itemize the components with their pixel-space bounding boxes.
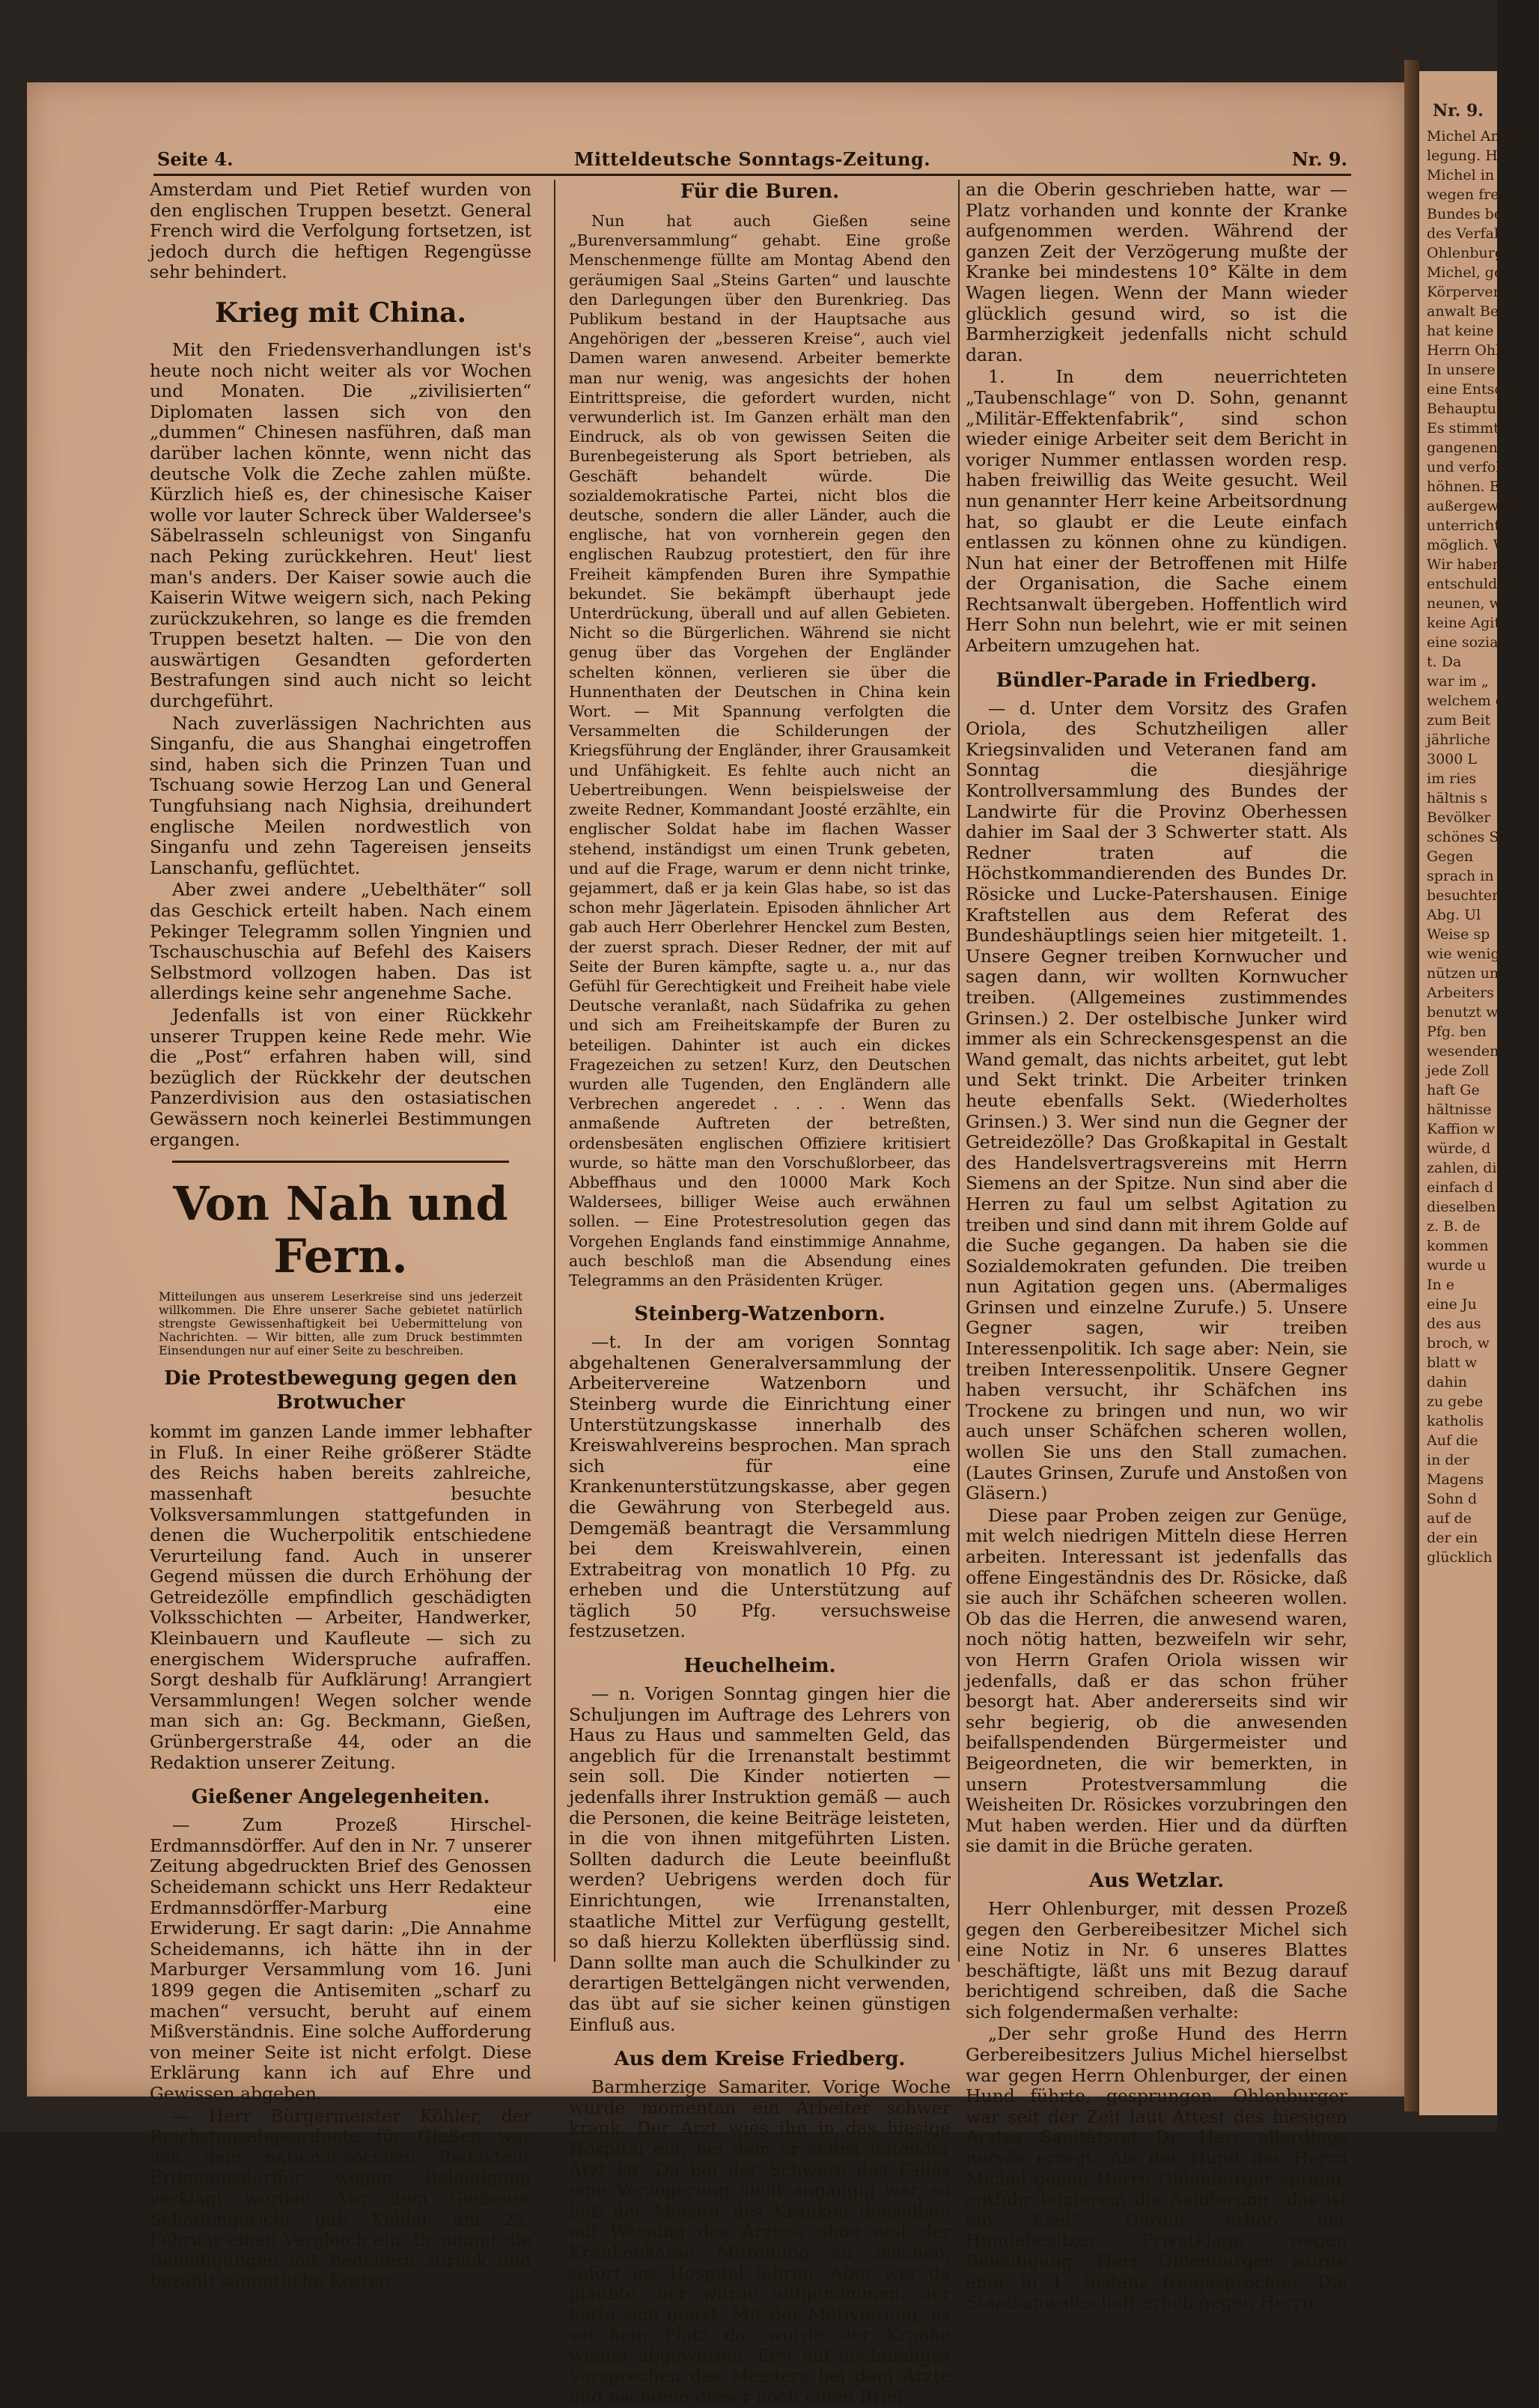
article-text: „Der sehr große Hund des Herrn Gerbereibesitzers Julius Michel hierselbst war gegen Herrn Ohlenburger, der einen Hund führte, gesprungen. Ohlenburger war seit der Zeit laut Attest des hiesigen Arztes Sanitätsrat Dr. Herr allerdings nervös erregt. Als der Hund des Herrn Michel gegen Herrn Ohlenburger sprang, entfuhr letzterem die Aeußerung „das ist ein Esel“. Darauf erhob der Hundebesitzer Privatklage wegen Beleidigung, Herr Ohlenburger wurde aber in 1. Instanz freigesprochen. Die Staatsanwaltschaft erhob gegen Herrn — [966, 2023, 1347, 2314]
header-rule — [153, 174, 1351, 176]
adjacent-page-line: Wir haben — [1427, 556, 1502, 573]
adjacent-page-line: hat keine — [1427, 323, 1494, 339]
adjacent-page-line: im ries — [1427, 770, 1477, 787]
article-text: Jedenfalls ist von einer Rückkehr unserer Truppen keine Rede mehr. Wie die „Post“ erfahren haben will, sind bezüglich der Rückkehr der deutschen Panzerdivision aus den ostasiatischen Gewässern noch keinerlei Bestimmungen ergangen. — [150, 1004, 531, 1150]
adjacent-page-line: anwalt Ber — [1427, 303, 1506, 320]
adjacent-page-line: gangenen S — [1427, 440, 1512, 456]
adjacent-page-line: Herrn Ohle — [1427, 342, 1509, 359]
adjacent-page-line: Pfg. ben — [1427, 1024, 1487, 1040]
editorial-note: Mitteilungen aus unserem Leserkreise sind uns jederzeit willkommen. Die Ehre unserer Sache gebietet natürlich strengste Gewissenhaftigkeit bei Uebermittelung von Nachrichten. — Wir bitten, alle zum Druck bestimmten Einsendungen nur auf einer Seite zu beschreiben. — [159, 1289, 522, 1358]
adjacent-page-line: Michel, gez — [1427, 264, 1511, 281]
adjacent-page-line: kommen — [1427, 1238, 1489, 1254]
section-rule — [172, 1161, 509, 1163]
adjacent-page-line: Abg. Ul — [1427, 907, 1481, 923]
adjacent-page-line: zahlen, die — [1427, 1160, 1505, 1176]
adjacent-page-line: Auf die — [1427, 1432, 1478, 1449]
column-2 — [569, 180, 951, 2408]
article-heading: Aus dem Kreise Friedberg. — [614, 2048, 906, 2071]
adjacent-page-line: höhnen. Es — [1427, 478, 1508, 495]
adjacent-page-line: und verfolg — [1427, 459, 1510, 475]
article-heading: Die Protestbewegung gegen den Brotwucher — [164, 1367, 517, 1414]
page-binding — [1404, 60, 1419, 2111]
newspaper-title: Mitteldeutsche Sonntags-Zeitung. — [573, 148, 931, 170]
adjacent-page-line: entschuldige — [1427, 576, 1520, 592]
adjacent-page-line: besuchten — [1427, 887, 1502, 904]
article-text: — Herr Bürgermeister Köhler, der Reichstagsabgeordnete für Gießen war von dem national-socialen Redakteur Erdmannsdörffer wegen Beleidigung verklagt worden. Vor dem Gießener Schöffengericht gab Köhler am 22. Februar einen Vergleich ein. Er nimmt die Beleidigungen mit Bedauern zurück und bezahlt sämmtliche Kosten. — [150, 2105, 531, 2292]
adjacent-page-line: Ohlenburger — [1427, 245, 1520, 261]
adjacent-page-line: Michel in — [1427, 167, 1495, 183]
article-heading: Aus Wetzlar. — [1088, 1869, 1225, 1892]
adjacent-page-header: Nr. 9. — [1433, 101, 1484, 121]
adjacent-page-line: Michel Anklage — [1427, 128, 1539, 145]
article-heading: Bündler-Parade in Friedberg. — [996, 669, 1317, 692]
article-heading: Steinberg-Watzenborn. — [634, 1303, 886, 1326]
adjacent-page-line: glücklich — [1427, 1549, 1493, 1566]
column-divider — [958, 180, 960, 1962]
adjacent-page-line: zum Beit — [1427, 712, 1491, 729]
adjacent-page-line: blatt w — [1427, 1354, 1478, 1371]
page-number: Seite 4. — [157, 148, 234, 170]
adjacent-page-line: außergewöhn — [1427, 498, 1526, 514]
article-text: — n. Vorigen Sonntag gingen hier die Schuljungen im Auftrage des Lehrers von Haus zu Haus und sammelten Geld, das angeblich für die Irrenanstalt bestimmt sein soll. Die Kinder notierten — jedenfalls ihrer Instruktion gemäß — auch die Personen, die keine Beiträge leisteten, in die von ihnen mitgeführten Listen. Sollten dadurch die Leute beeinflußt werden? Uebrigens werden doch für Einrichtungen, wie Irrenanstalten, staatliche Mittel zur Verfügung gestellt, so daß hierzu Kollekten überflüssig sind. Dann sollte man auch die Schulkinder zu derartigen Bettelgängen nicht verwenden, das übt auf sie sicher keinen günstigen Einfluß aus. — [569, 1683, 951, 2035]
article-text: Herr Ohlenburger, mit dessen Prozeß gegen den Gerbereibesitzer Michel sich eine Notiz in Nr. 6 unseres Blattes beschäftigte, läßt uns mit Bezug darauf berichtigend schreiben, daß die Sache sich folgendermaßen verhalte: — [966, 1897, 1347, 2022]
article-text: Nun hat auch Gießen seine „Burenversammlung“ gehabt. Eine große Menschenmenge füllte am Montag Abend den geräumigen Saal „Steins Garten“ und lauschte den Darlegungen über den Burenkrieg. Das Publikum bestand in der Hauptsache aus Angehörigen der „besseren Kreise“, auch viel Damen waren anwesend. Arbeiter bemerkte man nur wenig, was angesichts der hohen Eintrittspreise, die gefordert wurden, nicht verwunderlich ist. Im Ganzen erhält man den Eindruck, als ob von gewissen Seiten die Burenbegeisterung als Sport betrieben, als Geschäft behandelt würde. Die sozialdemokratische Partei, nicht blos die deutsche, sondern die aller Länder, auch die englische, hat von vornherein gegen den englischen Raubzug protestiert, den für ihre Freiheit kämpfenden Buren ihre Sympathie bekundet. Sie bekämpft überhaupt jede Unterdrückung, überall und auf allen Gebieten. Nicht so die Bürgerlichen. Während sie nicht genug über das Vorgehen der Engländer schelten können, verlieren sie über die Hunnenthaten der Deutschen in China kein Wort. — Mit Spannung verfolgten die Versammelten die Schilderungen der Kriegsführung der Engländer, ihrer Grausamkeit und Unfähigkeit. Es fehlte auch nicht an Uebertreibungen. Wenn beispielsweise der zweite Redner, Kommandant Joosté erzählte, ein englischer Soldat habe im flachen Wasser stehend, inständigst um einen Trunk gebeten, und auf die Frage, warum er denn nicht trinke, gejammert, daß er ja kein Glas habe, so ist das schon mehr Jägerlatein. Episoden ähnlicher Art gab auch Herr Oberlehrer Henckel zum Besten, der zuerst sprach. Dieser Redner, der mit auf Seite der Buren kämpfte, sagte u. a., nur das Gefühl für Gerechtigkeit und Freiheit habe viele Deutsche veranlaßt, nach Südafrika zu gehen und sich am Freiheitskampfe der Buren zu beteiligen. Dahinter ist auch ein dickes Fragezeichen zu setzen! Kurz, den Deutschen wurden alle Tugenden, den Engländern alle Verbrechen angeredet . . . . Wenn das anmaßende Auftreten der betreßten, ordensbesäten englischen Offiziere kritisiert wurde, so hätte man den Vorschußlorbeer, das Abbeffhaus und den 10000 Mark Koch Waldersees, billiger Weise auch erwähnen sollen. — Eine Protestresolution gegen das Vorgehen Englands fand einstimmige Annahme, auch beschloß man die Absendung eines Telegramms an den Präsidenten Krüger. — [569, 212, 951, 1289]
adjacent-page-line: haft Ge — [1427, 1082, 1480, 1098]
adjacent-page-line: z. B. de — [1427, 1218, 1481, 1235]
article-text: —t. In der am vorigen Sonntag abgehaltenen Generalversammlung der Arbeitervereine Watzenborn und Steinberg wurde die Einrichtung einer Unterstützungskasse innerhalb des Kreiswahlvereins besprochen. Man sprach sich für eine Krankenunterstützungskasse, aber gegen die Gewährung von Sterbegeld aus. Demgemäß beantragt die Versammlung bei dem Kreiswahlverein, einen Extrabeitrag von monatlich 10 Pfg. zu erheben und die Unterstützung auf täglich 50 Pfg. versuchsweise festzusetzen. — [569, 1331, 951, 1642]
adjacent-page-line: broch, w — [1427, 1335, 1490, 1352]
article-heading: Gießener Angelegenheiten. — [191, 1786, 490, 1809]
adjacent-page-line: wie wenig — [1427, 946, 1500, 962]
adjacent-page-line: t. Da — [1427, 654, 1462, 670]
adjacent-page-line: jährliche — [1427, 732, 1490, 748]
adjacent-page-line: sprach in — [1427, 868, 1494, 884]
adjacent-page-line: hältnis s — [1427, 790, 1488, 806]
adjacent-page-line: 3000 L — [1427, 751, 1478, 767]
column-divider — [554, 180, 555, 1962]
adjacent-page-line: Sohn d — [1427, 1491, 1478, 1507]
column-1 — [150, 179, 531, 2292]
adjacent-page-line: unterrichtet — [1427, 517, 1514, 534]
article-text: — d. Unter dem Vorsitz des Grafen Oriola, des Schutzheiligen aller Kriegsinvaliden und Veteranen fand am Sonntag die diesjährige Kontrollversammlung des Bundes der Landwirte für die Provinz Oberhessen dahier im Saal der 3 Schwerter statt. Als Redner traten auf die Höchstkommandierenden des Bundes Dr. Rösicke und Lucke-Patershausen. Einige Kraftstellen aus dem Referat des Bundeshäuptlings seien hier mitgeteilt. 1. Unsere Gegner treiben Kornwucher und sagen dann, wir wollten Kornwucher treiben. (Allgemeines zustimmendes Grinsen.) 2. Der ostelbische Junker wird immer als ein Schreckensgespenst an die Wand gemalt, das nichts arbeitet, gut lebt und Sekt trinkt. Die Arbeiter trinken heute ebenfalls Sekt. (Wiederholtes Grinsen.) 3. Wer sind nun die Gegner der Getreidezölle? Das Großkapital in Gestalt des Handelsvertragsvereins mit Herrn Siemens an der Spitze. Nun sind aber die Herren zu faul um selbst Agitation zu treiben und sind dann mit ihrem Golde auf die Suche gegangen. Da haben sie die Sozialdemokraten gefunden. Die treiben nun Agitation gegen uns. (Abermaliges Grinsen und einzelne Zurufe.) 5. Unsere Gegner sagen, wir treiben Interessenpolitik. Ich sage aber: Nein, sie treiben Interessenpolitik. Unsere Gegner haben versucht, ihr Schäfchen ins Trockene zu bringen und nun, wo wir auch unser Schäfchen scheren wollen, wollen Sie uns den Stall zumachen. (Lautes Grinsen, Zurufe und Anstoßen von Gläsern.) — [966, 697, 1347, 1504]
article-text: — Zum Prozeß Hirschel-Erdmannsdörffer. Auf den in Nr. 7 unserer Zeitung abgedruckten Brief des Genossen Scheidemann schickt uns Herr Redakteur Erdmannsdörffer-Marburg eine Erwiderung. Er sagt darin: „Die Annahme Scheidemanns, ich hätte ihn in der Marburger Versammlung vom 16. Juni 1899 gegen die Antisemiten „scharf zu machen“ versucht, beruht auf einem Mißverständnis. Eine solche Aufforderung von meiner Seite ist nicht erfolgt. Diese Erklärung kann ich auf Ehre und Gewissen abgeben. — [150, 1814, 531, 2104]
adjacent-page-line: legung. Herr — [1427, 148, 1520, 164]
adjacent-page-line: Magens — [1427, 1471, 1484, 1488]
article-heading: Für die Buren. — [680, 180, 840, 203]
adjacent-page-line: würde, d — [1427, 1140, 1491, 1157]
adjacent-page-line: wurde u — [1427, 1257, 1487, 1274]
article-heading: Krieg mit China. — [214, 297, 466, 329]
adjacent-page-line: Arbeiters — [1427, 985, 1494, 1001]
adjacent-page-line: wesenden — [1427, 1043, 1499, 1059]
article-text: Aber zwei andere „Uebelthäter“ soll das Geschick erteilt haben. Nach einem Pekinger Telegramm sollen Yingnien und Tschauschuschia auf Befehl des Kaisers Selbstmord vollzogen haben. Das ist allerdings keine sehr angenehme Sache. — [150, 879, 531, 1004]
adjacent-page-text — [1419, 127, 1539, 1567]
column-3 — [966, 179, 1347, 2314]
article-text: Amsterdam und Piet Retief wurden von den englischen Truppen besetzt. General French wird die Verfolgung fortsetzen, ist jedoch durch die heftigen Regengüsse sehr behindert. — [150, 179, 531, 283]
article-text: 1. In dem neuerrichteten „Taubenschlage“ von D. Sohn, genannt „Militär-Effektenfabrik“, sind schon wieder einige Arbeiter seit dem Bericht in voriger Nummer entlassen worden resp. haben freiwillig das Weite gesucht. Weil nun genannter Herr keine Arbeitsordnung hat, so glaubt er die Leute einfach entlassen zu können ohne zu kündigen. Nun hat einer der Betroffenen mit Hilfe der Organisation, die Sache einem Rechtsanwalt übergeben. Hoffentlich wird Herr Sohn nun belehrt, wie er mit seinen Arbeitern umzugehen hat. — [966, 366, 1347, 657]
adjacent-page-line: katholis — [1427, 1413, 1484, 1429]
adjacent-page-line: der ein — [1427, 1530, 1478, 1546]
adjacent-page-line: in der — [1427, 1452, 1469, 1468]
adjacent-page-line: Kaffion w — [1427, 1121, 1496, 1137]
section-heading: Von Nah und Fern. — [173, 1176, 508, 1284]
adjacent-page-line: Es stimmt — [1427, 420, 1499, 437]
page-header — [157, 148, 1347, 174]
adjacent-page-line: zu gebe — [1427, 1393, 1484, 1410]
adjacent-page-line: Gegen — [1427, 848, 1474, 865]
adjacent-page-line: dahin — [1427, 1374, 1468, 1390]
adjacent-page-line: dieselben — [1427, 1199, 1496, 1215]
adjacent-page-line: eine sozial — [1427, 634, 1503, 651]
adjacent-page-line: des aus — [1427, 1316, 1481, 1332]
article-text: Mit den Friedensverhandlungen ist's heute noch nicht weiter als vor Wochen und Monaten. Die „zivilisierten“ Diplomaten lassen sich von den „dummen“ Chinesen nasführen, daß man darüber lachen könnte, wenn nicht das deutsche Volk die Zeche zahlen müßte. Kürzlich hieß es, der chinesische Kaiser wolle vor lauter Schreck über Waldersee's Säbelrasseln schleunigst von Singanfu nach Peking zurückkehren. Heut' liest man's anders. Der Kaiser sowie auch die Kaiserin Witwe weigern sich, nach Peking zurückzukehren, so lange es die fremden Truppen besetzt halten. — Die von den auswärtigen Gesandten geforderten Bestrafungen sind auch nicht so leicht durchgeführt. — [150, 338, 531, 712]
adjacent-page-line: wegen freier — [1427, 186, 1519, 203]
adjacent-page-line: nützen un — [1427, 965, 1499, 982]
adjacent-page-line: eine Ju — [1427, 1296, 1477, 1313]
adjacent-page-line: war im „ — [1427, 673, 1489, 690]
adjacent-page-line: Behauptung — [1427, 401, 1515, 417]
adjacent-page-edge — [1419, 71, 1539, 2115]
adjacent-page-line: Bundes bedr — [1427, 206, 1519, 222]
article-text: Barmherzige Samariter. Vorige Woche wurde momentan ein Arbeiter schwer krank. Der Arzt wies ihn in das hiesige Hospital ein, bei dem er selbst leitender Arzt ist. Da bei der Schwere des Falles eine Verzögerung nicht angängig war, so ließ der Meister des Kranken denselben auf Weisung des Arztes, ohne erst der Krankenkasse Mitteilung zu machen, sofort ins Hospital fahren. Aber wer da glaubte, der würde aufgenommen, der hatte sich geirrt. Mit der Motivierung, es sei kein Platz da, wurde der Kranke wieder abgewiesen. Erst auf nochmaliges Vorsprechen des Meisters bei dem Arzte und nachdem dieser noch einen Brief — [569, 2076, 951, 2408]
adjacent-page-line: In unsere — [1427, 362, 1496, 378]
adjacent-page-line: Weise sp — [1427, 926, 1490, 943]
adjacent-page-line: des Verfahr — [1427, 225, 1511, 242]
adjacent-page-line: neunen, we — [1427, 595, 1511, 612]
adjacent-page-line: möglich. W — [1427, 537, 1508, 553]
adjacent-page-line: jede Zoll — [1427, 1062, 1490, 1079]
adjacent-page-line: welchem e — [1427, 693, 1505, 709]
article-text: Nach zuverlässigen Nachrichten aus Singanfu, die aus Shanghai eingetroffen sind, haben sich die Prinzen Tuan und Tschuang sowie Herzog Lan und General Tungfuhsiang nach Nighsia, dreihundert englische Meilen nordwestlich von Singanfu und zehn Tagereisen jenseits Lanschanfu, geflüchtet. — [150, 712, 531, 878]
article-text: kommt im ganzen Lande immer lebhafter in Fluß. In einer Reihe größerer Städte des Reichs haben bereits zahlreiche, massenhaft besuchte Volksversammlungen stattgefunden in denen die Wucherpolitik entschiedene Verurteilung fand. Auch in unserer Gegend müssen die durch Erhöhung der Getreidezölle empfindlich geschädigten Volksschichten — Arbeiter, Handwerker, Kleinbauern und Kaufleute — sich zu energischem Widerspruche aufraffen. Sorgt deshalb für Aufklärung! Arrangiert Versammlungen! Wegen solcher wende man sich an: Gg. Beckmann, Gießen, Grünbergerstraße 44, oder an die Redaktion unserer Zeitung. — [150, 1421, 531, 1773]
adjacent-page-line: Bevölker — [1427, 809, 1491, 826]
article-heading: Heuchelheim. — [683, 1655, 836, 1678]
article-text: an die Oberin geschrieben hatte, war — Platz vorhanden und konnte der Kranke aufgenommen werden. Während der ganzen Zeit der Verzögerung mußte der Kranke bei mindestens 10° Kälte in dem Wagen liegen. Wenn der Mann wieder glücklich gesund wird, so ist die Barmherzigkeit jedenfalls nicht schuld daran. — [966, 179, 1347, 365]
adjacent-page-line: In e — [1427, 1277, 1455, 1293]
adjacent-page-line: schönes S — [1427, 829, 1499, 845]
article-text: Diese paar Proben zeigen zur Genüge, mit welch niedrigen Mitteln diese Herren arbeiten. Interessant ist jedenfalls das offene Eingeständnis des Dr. Rösicke, daß sie auch ihr Schäfchen scheeren wollen. Ob das die Herren, die anwesend waren, noch nötig hatten, bezweifeln wir sehr, von Herrn Grafen Oriola wissen wir jedenfalls, daß er das schon früher besorgt hat. Aber andererseits sind wir sehr begierig, ob die anwesenden beifallspendenden Bürgermeister und Beigeordneten, die wir bemerkten, in unsern Protestversammlung die Weisheiten Dr. Rösickes vorzubringen den Mut haben werden. Hier und da dürften sie damit in die Brüche geraten. — [966, 1504, 1347, 1857]
adjacent-page-line: benutzt w — [1427, 1004, 1499, 1021]
issue-number: Nr. 9. — [1291, 148, 1347, 170]
adjacent-page-line: keine Agita — [1427, 615, 1509, 631]
adjacent-page-line: einfach d — [1427, 1179, 1493, 1196]
adjacent-page-line: auf de — [1427, 1510, 1472, 1527]
adjacent-page-line: hältnisse — [1427, 1101, 1492, 1118]
adjacent-page-line: eine Entsch — [1427, 381, 1512, 398]
adjacent-page-line: Körperverlet — [1427, 284, 1519, 300]
